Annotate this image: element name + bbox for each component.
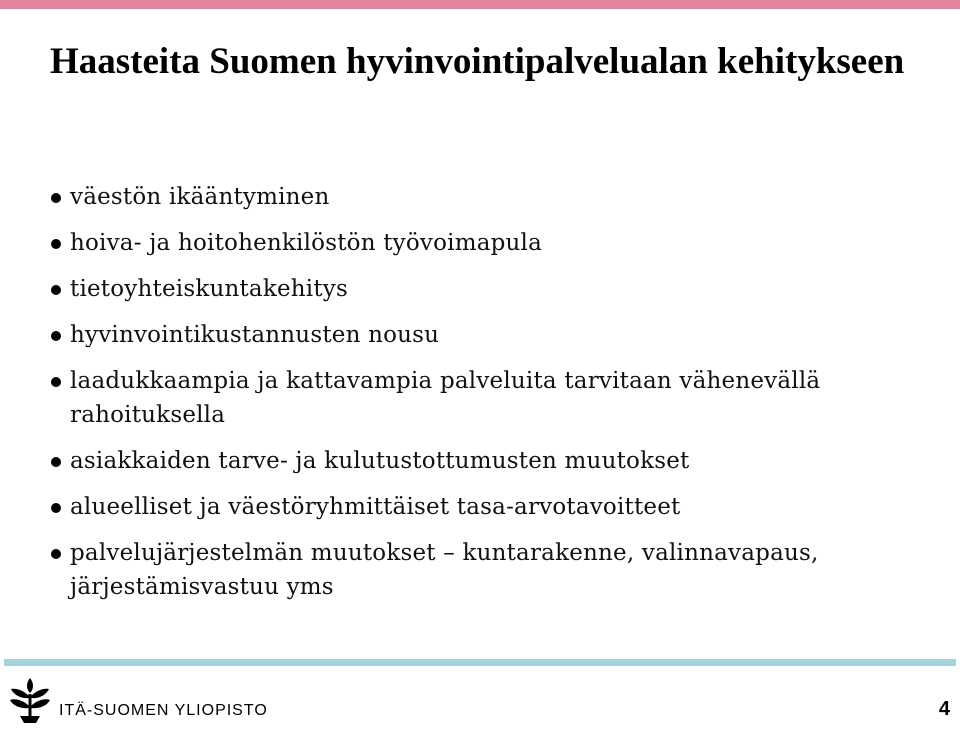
university-logo-icon [8, 676, 52, 724]
bullet-text: tietoyhteiskuntakehitys [70, 276, 348, 302]
bullet-item [46, 364, 926, 432]
bullet-item [46, 536, 926, 604]
bullet-dot-icon [51, 377, 61, 387]
page-number: 4 [938, 698, 950, 720]
bullet-text: palvelujärjestelmän muutokset – kuntarakenne, valinnavapaus, järjestämisvastuu yms [70, 540, 819, 600]
organization-name: ITÄ-SUOMEN YLIOPISTO [59, 702, 268, 719]
bullet-dot-icon [51, 239, 61, 249]
bullet-dot-icon [51, 503, 61, 513]
bullet-item [46, 490, 926, 524]
bullet-dot-icon [51, 549, 61, 559]
bullet-text: asiakkaiden tarve- ja kulutustottumusten muutokset [70, 448, 690, 474]
bullet-item [46, 180, 926, 214]
bullet-item [46, 444, 926, 478]
bullet-dot-icon [51, 331, 61, 341]
bullet-dot-icon [51, 193, 61, 203]
bottom-accent-bar [4, 659, 956, 666]
bullet-text: alueelliset ja väestöryhmittäiset tasa-arvotavoitteet [70, 494, 681, 520]
bullet-text: hoiva- ja hoitohenkilöstön työvoimapula [70, 230, 543, 256]
bullet-item [46, 318, 926, 352]
slide-title: Haasteita Suomen hyvinvointipalvelualan kehitykseen [50, 41, 905, 82]
bullet-item [46, 226, 926, 260]
bullet-text: laadukkaampia ja kattavampia palveluita tarvitaan vähenevällä rahoituksella [70, 368, 821, 428]
bullet-text: hyvinvointikustannusten nousu [70, 322, 440, 348]
bullet-text: väestön ikääntyminen [70, 184, 330, 210]
top-accent-bar [0, 0, 960, 9]
bullet-dot-icon [51, 285, 61, 295]
bullet-dot-icon [51, 457, 61, 467]
bullet-list [46, 180, 926, 616]
bullet-item [46, 272, 926, 306]
